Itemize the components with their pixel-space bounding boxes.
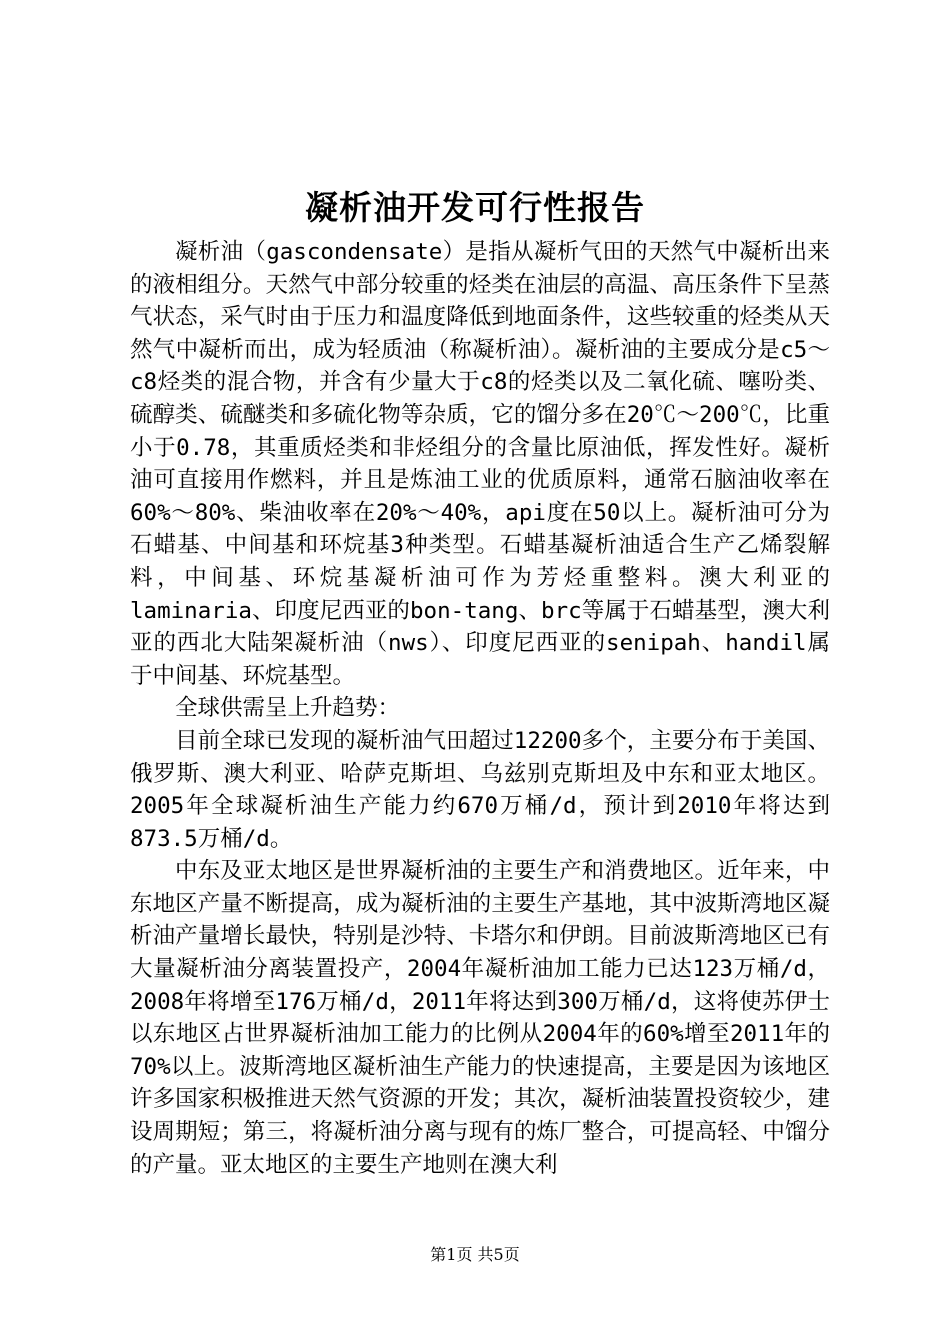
page-footer: 第1页 共5页 bbox=[430, 1245, 520, 1264]
document-body bbox=[130, 236, 830, 1181]
paragraph-supply-demand-heading: 全球供需呈上升趋势： bbox=[175, 695, 401, 722]
paragraph-middle-east-asia: 中东及亚太地区是世界凝析油的主要生产和消费地区。近年来，中东地区产量不断提高，成为凝析油的主要生产基地，其中波斯湾地区凝析油产量增长最快，特别是沙特、卡塔尔和伊朗。目前波斯湾地区已有大量凝析油分离装置投产，2004年凝析油加工能力已达123万桶/d，2008年将增至176万桶/d，2011年将达到300万桶/d，这将使苏伊士以东地区占世界凝析油加工能力的比例从2004年的60%增至2011年的70%以上。波斯湾地区凝析油生产能力的快速提高，主要是因为该地区许多国家积极推进天然气资源的开发；其次，凝析油装置投资较少，建设周期短；第三，将凝析油分离与现有的炼厂整合，可提高轻、中馏分的产量。亚太地区的主要生产地则在澳大利 bbox=[130, 858, 830, 1178]
paragraph-intro: 凝析油（gascondensate）是指从凝析气田的天然气中凝析出来的液相组分。天然气中部分较重的烃类在油层的高温、高压条件下呈蒸气状态，采气时由于压力和温度降低到地面条件，这些较重的烃类从天然气中凝析而出，成为轻质油（称凝析油）。凝析油的主要成分是c5～c8烃类的混合物，并含有少量大于c8的烃类以及二氧化硫、噻吩类、硫醇类、硫醚类和多硫化物等杂质，它的馏分多在20℃～200℃，比重小于0.78，其重质烃类和非烃组分的含量比原油低，挥发性好。凝析油可直接用作燃料，并且是炼油工业的优质原料，通常石脑油收率在60%～80%、柴油收率在20%～40%，api度在50以上。凝析油可分为石蜡基、中间基和环烷基3种类型。石蜡基凝析油适合生产乙烯裂解料，中间基、环烷基凝析油可作为芳烃重整料。澳大利亚的laminaria、印度尼西亚的bon-tang、brc等属于石蜡基型，澳大利亚的西北大陆架凝析油（nws）、印度尼西亚的senipah、handil属于中间基、环烷基型。 bbox=[130, 239, 830, 689]
document-title: 凝析油开发可行性报告 bbox=[305, 188, 645, 227]
paragraph-global-fields: 目前全球已发现的凝析油气田超过12200多个，主要分布于美国、俄罗斯、澳大利亚、哈萨克斯坦、乌兹别克斯坦及中东和亚太地区。2005年全球凝析油生产能力约670万桶/d，预计到2010年将达到873.5万桶/d。 bbox=[130, 727, 830, 852]
